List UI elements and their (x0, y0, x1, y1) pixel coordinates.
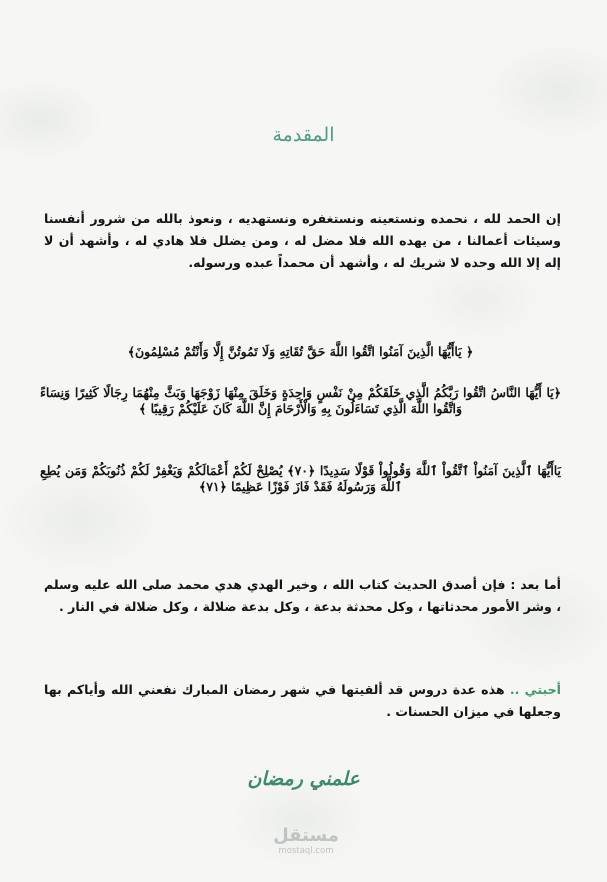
verse-1: ﴿ يَاأَيُّهَا الَّذِينَ آمَنُوا اتَّقُوا اللَّهَ حَقَّ تُقَاتِهِ وَلَا تَمُوتُنَّ إِلَّا وَأَنْتُمْ مُسْلِمُونَ﴾ (127, 344, 474, 359)
mostaql-watermark (256, 826, 356, 856)
verse-3: يَاأَيُّهَا ٱلَّذِينَ آمَنُواْ ٱتَّقُواْ ٱللَّهَ وَقُولُواْ قَوْلًا سَدِيدًا ﴿٧٠﴾ يُصْلِحْ لَكُمْ أَعْمَالَكُمْ وَيَغْفِرْ لَكُمْ ذُنُوبَكُمْ وَمَن يُطِعِ ٱللَّهَ وَرَسُولَهُ فَقَدْ فَازَ فَوْزًا عَظِيمًا ﴿٧١﴾ (40, 463, 561, 494)
dedication-paragraph (44, 679, 561, 723)
signature: علمني رمضان (247, 768, 360, 790)
page-title: المقدمة (272, 124, 335, 146)
dedication-addressee: أحبتي .. (509, 682, 561, 697)
dedication-text: هذه عدة دروس قد ألقيتها في شهر رمضان المبارك نفعني الله وأياكم بها وجعلها في ميزان الحسنات . (44, 682, 561, 719)
verse-2: ﴿يَا أَيُّهَا النَّاسُ اتَّقُوا رَبَّكُمُ الَّذِي خَلَقَكُمْ مِنْ نَفْسٍ وَاحِدَةٍ وَخَلَقَ مِنْهَا زَوْجَهَا وَبَثَّ مِنْهُمَا رِجَالًا كَثِيرًا وَنِسَاءً وَاتَّقُوا اللَّهَ الَّذِي تَسَاءَلُونَ بِهِ وَالْأَرْحَامَ إِنَّ اللَّهَ كَانَ عَلَيْكُمْ رَقِيبًا ﴾ (40, 385, 561, 416)
closing-paragraph: أما بعد : فإن أصدق الحديث كتاب الله ، وخير الهدي هدي محمد صلى الله عليه وسلم ، وشر الأمور محدثاتها ، وكل محدثة بدعة ، وكل بدعة ضلالة ، وكل ضلالة في النار . (44, 577, 561, 614)
watermark-domain: mostaql.com (278, 846, 334, 856)
intro-paragraph: إن الحمد لله ، نحمده ونستعينه ونستغفره ونستهديه ، ونعوذ بالله من شرور أنفسنا وسيئات أعمالنا ، من يهده الله فلا مضل له ، ومن يضلل فلا هادي له ، وأشهد أن لا إله إلا الله وحده لا شريك له ، وأشهد أن محمداً عبده ورسوله. (44, 211, 561, 270)
watermark-logo: مستقل (273, 825, 339, 846)
